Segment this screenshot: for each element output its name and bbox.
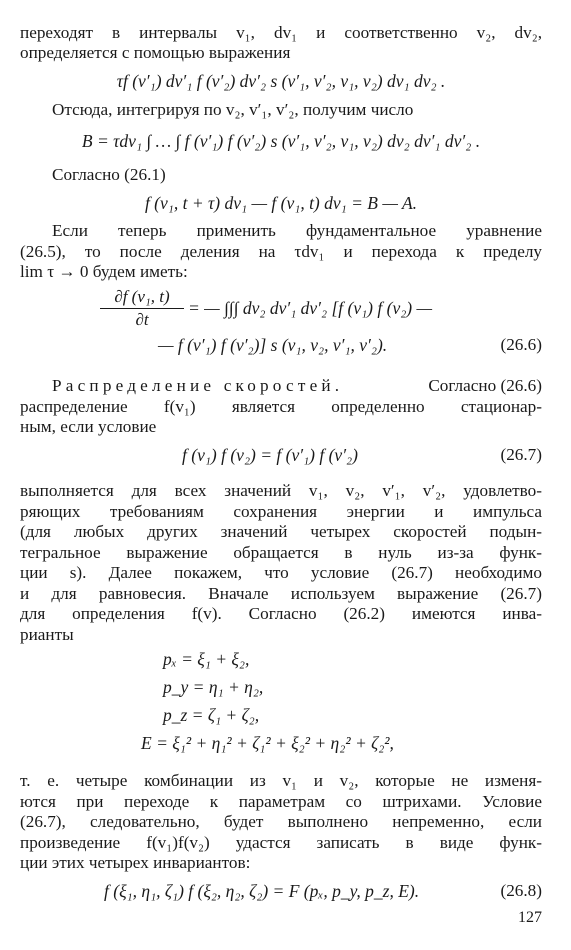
equation: p_y = η₁ + η₂, (163, 677, 264, 697)
equation: — f (v′₁) f (v′₂)] s (v₁, v₂, v′₁, v′₂). (158, 335, 388, 355)
text-line: Отсюда, интегрируя по v₂, v′₁, v′₂, получим число (52, 100, 414, 119)
page-number: 127 (518, 909, 542, 926)
text-line: переходят в интервалы v₁, dv₁ и соответственно v₂, dv₂, (20, 23, 542, 42)
equation-number: (26.8) (500, 881, 542, 900)
equation-number: (26.7) (500, 445, 542, 464)
text-line (52, 375, 542, 397)
text-line: т. е. четыре комбинации из v₁ и v₂, которые не изменя- (20, 771, 542, 790)
text-line: Согласно (26.1) (52, 165, 166, 184)
text-line: lim τ → 0 будем иметь: (20, 262, 188, 281)
equation: f (ξ₁, η₁, ζ₁) f (ξ₂, η₂, ζ₂) = F (pₓ, p_y, p_z, E). (104, 881, 420, 901)
equation: = — ∫∫∫ dv₂ dv′₁ dv′₂ [f (v₁) f (v₂) — (188, 298, 433, 318)
text-line: определяется с помощью выражения (20, 43, 291, 62)
equation: E = ξ₁² + η₁² + ζ₁² + ξ₂² + η₂² + ζ₂², (141, 733, 394, 753)
equation: pₓ = ξ₁ + ξ₂, (163, 649, 250, 669)
fraction-denominator: ∂t (135, 310, 149, 329)
text-line: ным, если условие (20, 417, 157, 436)
fraction-numerator: ∂f (v₁, t) (100, 286, 184, 309)
text-line: ции этих четырех инвариантов: (20, 853, 251, 872)
text-line: ются при переходе к параметрам со штрихами. Условие (20, 792, 542, 811)
text-line: тегральное выражение обращается в нуль из-за функ- (20, 543, 542, 562)
equation-number: (26.6) (500, 335, 542, 354)
text-line: (для любых других значений четырех скоростей подын- (20, 522, 542, 541)
text-line: (26.5), то после деления на τdv₁ и перехода к пределу (20, 242, 542, 261)
text-line: произведение f(v₁)f(v₂) удастся записать в виде функ- (20, 833, 542, 852)
equation: B = τdv₁ ∫ … ∫ f (v′₁) f (v′₂) s (v′₁, v′₂, v₁, v₂) dv₂ dv′₁ dv′₂ . (81, 131, 481, 151)
equation: p_z = ζ₁ + ζ₂, (163, 705, 260, 725)
text-line: рианты (20, 625, 74, 644)
text-line: Если теперь применить фундаментальное уравнение (52, 221, 542, 240)
text-line: ряющих требованиям сохранения энергии и импульса (20, 502, 542, 521)
equation: τf (v′₁) dv′₁ f (v′₂) dv′₂ s (v′₁, v′₂, v₁, v₂) dv₁ dv₂ . (116, 71, 446, 91)
text-span: Согласно (26.6) (428, 376, 542, 395)
text-line: и для равновесия. Вначале используем выражение (26.7) (20, 584, 542, 603)
text-line: для определения f(v). Согласно (26.2) имеются инва- (20, 604, 542, 623)
equation: f (v₁) f (v₂) = f (v′₁) f (v′₂) (182, 445, 358, 465)
text-line: выполняется для всех значений v₁, v₂, v′₁, v′₂, удовлетво- (20, 481, 542, 500)
text-line: распределение f(v₁) является определенно стационар- (20, 397, 542, 416)
equation: f (v₁, t + τ) dv₁ — f (v₁, t) dv₁ = B — A. (144, 193, 418, 213)
text-line: (26.7), следовательно, будет выполнено непременно, если (20, 812, 542, 831)
equation-fraction (100, 286, 184, 331)
text-line: ции s). Далее покажем, что условие (26.7) необходимо (20, 563, 542, 582)
section-heading: Распределение скоростей. (52, 376, 344, 395)
